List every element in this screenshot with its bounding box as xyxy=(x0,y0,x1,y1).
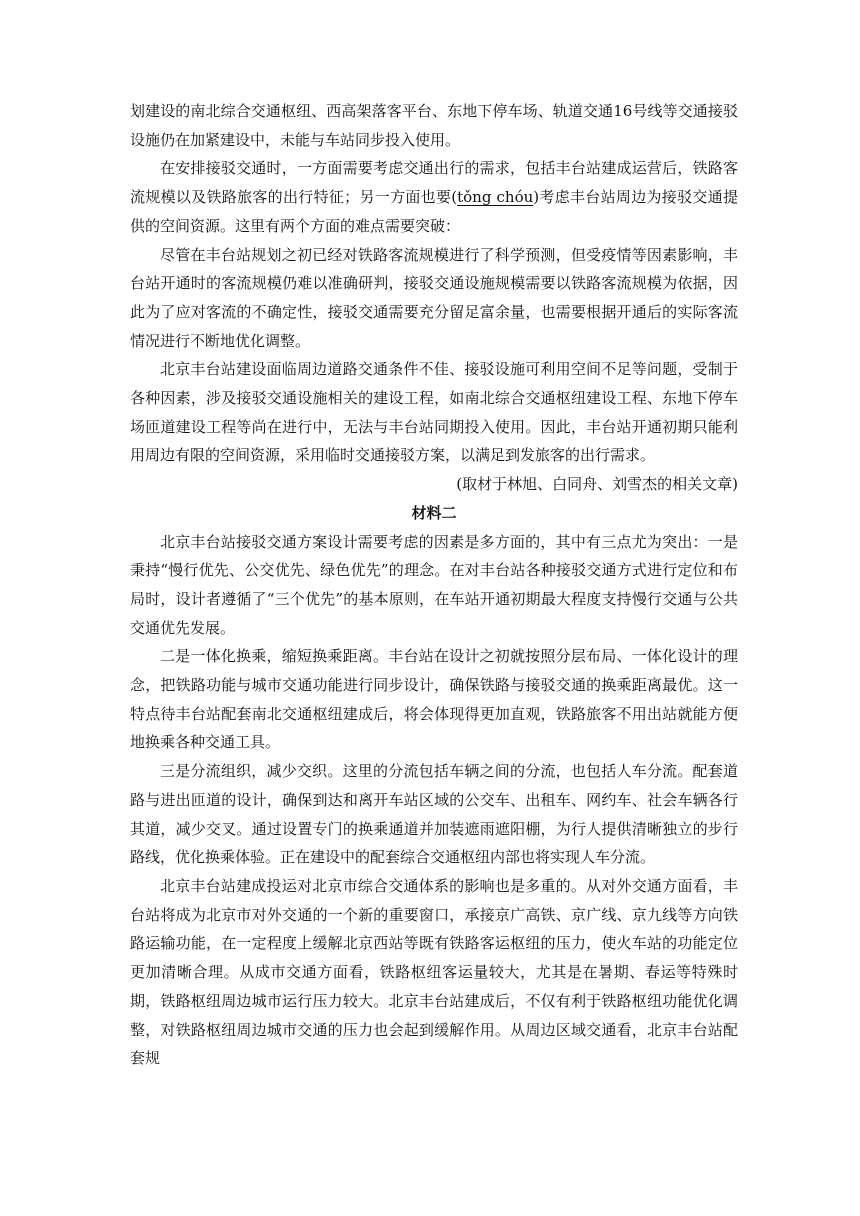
paragraph-continued: 划建设的南北综合交通枢纽、西高架落客平台、东地下停车场、轨道交通16号线等交通接驳设施仍在加紧建设中，未能与车站同步投入使用。 xyxy=(130,102,738,149)
document-page xyxy=(130,97,738,1073)
section-heading-material-two: 材料二 xyxy=(411,503,457,522)
paragraph-text-before-pinyin: 在安排接驳交通时，一方面需要考虑交通出行的需求，包括丰台站建成运营后，铁路客流规模以及铁路旅客的出行特征；另一方面也要( xyxy=(130,159,738,207)
paragraph-integrated-transfer: 二是一体化换乘，缩短换乘距离。丰台站在设计之初就按照分层布局、一体化设计的理念，把铁路功能与城市交通功能进行同步设计，确保铁路与接驳交通的换乘距离最优。这一特点待丰台站配套南北交通枢纽建成后，将会体现得更加直观，铁路旅客不用出站就能方便地换乘各种交通工具。 xyxy=(130,647,738,752)
paragraph-design-factors: 北京丰台站接驳交通方案设计需要考虑的因素是多方面的，其中有三点尤为突出：一是秉持“慢行优先、公交优先、绿色优先”的理念。在对丰台站各种接驳交通方式进行定位和布局时，设计者遵循了“三个优先”的基本原则，在车站开通初期最大程度支持慢行交通与公共交通优先发展。 xyxy=(130,532,738,637)
paragraph-flow-separation: 三是分流组织，减少交织。这里的分流包括车辆之间的分流，也包括人车分流。配套道路与进出匝道的设计，确保到达和离开车站区域的公交车、出租车、网约车、社会车辆各行其道，减少交叉。通过设置专门的换乘通道并加装遮雨遮阳棚，为行人提供清晰独立的步行路线，优化换乘体验。正在建设中的配套综合交通枢纽内部也将实现人车分流。 xyxy=(130,762,738,867)
paragraph-transfer-planning xyxy=(130,154,738,240)
paragraph-text-after-pinyin: )考虑丰台站周边为接驳交通提供的空间资源。这里有两个方面的难点需要突破： xyxy=(130,188,738,235)
paragraph-space-constraints: 北京丰台站建设面临周边道路交通条件不佳、接驳设施可利用空间不足等问题，受制于各种因素，涉及接驳交通设施相关的建设工程，如南北综合交通枢纽建设工程、东地下停车场匝道建设工程等尚在进行中，无法与丰台站同期投入使用。因此，丰台站开通初期只能利用周边有限的空间资源，采用临时交通接驳方案，以满足到发旅客的出行需求。 xyxy=(130,360,738,465)
source-citation: (取材于林旭、白同舟、刘雪杰的相关文章) xyxy=(456,475,738,494)
pinyin-blank: tǒng chóu xyxy=(457,188,534,207)
paragraph-city-impact: 北京丰台站建成投运对北京市综合交通体系的影响也是多重的。从对外交通方面看，丰台站将成为北京市对外交通的一个新的重要窗口，承接京广高铁、京广线、京九线等方向铁路运输功能，在一定程度上缓解北京西站等既有铁路客运枢纽的压力，使火车站的功能定位更加清晰合理。从成市交通方面看，铁路枢纽客运量较大，尤其是在暑期、春运等特殊时期，铁路枢纽周边城市运行压力较大。北京丰台站建成后，不仅有利于铁路枢纽功能优化调整，对铁路枢纽周边城市交通的压力也会起到缓解作用。从周边区域交通看，北京丰台站配套规 xyxy=(130,876,738,1068)
paragraph-passenger-flow: 尽管在丰台站规划之初已经对铁路客流规模进行了科学预测，但受疫情等因素影响，丰台站开通时的客流规模仍难以准确研判，接驳交通设施规模需要以铁路客流规模为依据，因此为了应对客流的不确定性，接驳交通需要充分留足富余量，也需要根据开通后的实际客流情况进行不断地优化调整。 xyxy=(130,245,738,350)
